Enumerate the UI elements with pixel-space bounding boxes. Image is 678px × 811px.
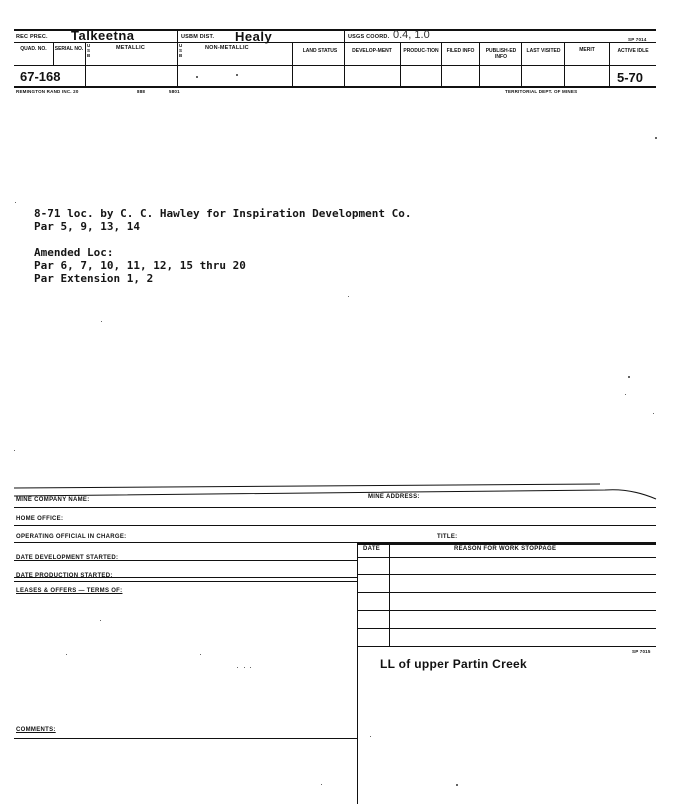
comments-label: COMMENTS: — [16, 727, 56, 733]
development-label: DEVELOP-MENT — [352, 48, 392, 54]
production-label: PRODUC-TION — [403, 48, 439, 54]
reason-column-header: REASON FOR WORK STOPPAGE — [454, 546, 557, 552]
note-line-2: Par 5, 9, 13, 14 — [34, 220, 140, 233]
location-note: LL of upper Partin Creek — [380, 657, 528, 671]
usb-nonmetallic-letters: U S B — [179, 43, 183, 58]
form-number-top: SP 7014 — [628, 37, 647, 42]
home-office-label: HOME OFFICE: — [16, 516, 64, 522]
leases-label: LEASES & OFFERS — TERMS OF: — [16, 588, 123, 594]
card-edge — [0, 478, 678, 502]
mine-address-label: MINE ADDRESS: — [368, 494, 420, 500]
usgs-coord-label: USGS COORD. — [348, 34, 390, 40]
date-production-label: DATE PRODUCTION STARTED: — [16, 573, 113, 579]
note-line-4: Par 6, 7, 10, 11, 12, 15 thru 20 — [34, 259, 246, 272]
note-line-1: 8-71 loc. by C. C. Hawley for Inspiration Development Co. — [34, 207, 412, 220]
title-label: TITLE: — [437, 534, 458, 540]
usgs-coord-value: 0.4, 1.0 — [393, 29, 430, 41]
rec-prec-label: REC PREC. — [16, 34, 48, 40]
date-development-label: DATE DEVELOPMENT STARTED: — [16, 555, 119, 561]
published-info-label: PUBLISH-ED INFO — [485, 48, 517, 60]
mine-company-name-label: MINE COMPANY NAME: — [16, 497, 90, 503]
operating-official-label: OPERATING OFFICIAL IN CHARGE: — [16, 534, 127, 540]
filed-info-label: FILED INFO — [446, 48, 475, 54]
nonmetallic-label: NON-METALLIC — [205, 45, 249, 51]
rec-prec-value: Talkeetna — [71, 28, 135, 43]
merit-label: MERIT — [579, 47, 595, 53]
serial-label: SERIAL NO. — [54, 46, 84, 52]
note-line-3: Amended Loc: — [34, 246, 114, 259]
usbm-dist-value: Healy — [235, 29, 273, 44]
date-column-header: DATE — [363, 546, 381, 552]
active-idle-value: 5-70 — [617, 70, 644, 85]
footer-right: TERRITORIAL DEPT. OF MINES — [505, 89, 578, 94]
footer-left: REMINGTON RAND INC. 20 — [16, 89, 79, 94]
quad-label: QUAD. NO. — [20, 46, 47, 52]
land-status-label: LAND STATUS — [302, 48, 338, 54]
usb-metallic-letters: U S B — [87, 43, 91, 58]
note-line-5: Par Extension 1, 2 — [34, 272, 154, 285]
form-number-bottom: SP 7015 — [632, 649, 651, 654]
active-idle-label: ACTIVE IDLE — [617, 48, 649, 54]
metallic-label: METALLIC — [116, 45, 145, 51]
footer-code-2: 5801 — [169, 89, 180, 94]
last-visited-label: LAST VISITED — [526, 48, 561, 54]
footer-code-1: 888 — [137, 89, 146, 94]
usbm-dist-label: USBM DIST. — [181, 34, 215, 40]
quad-serial-value: 67-168 — [20, 69, 61, 84]
